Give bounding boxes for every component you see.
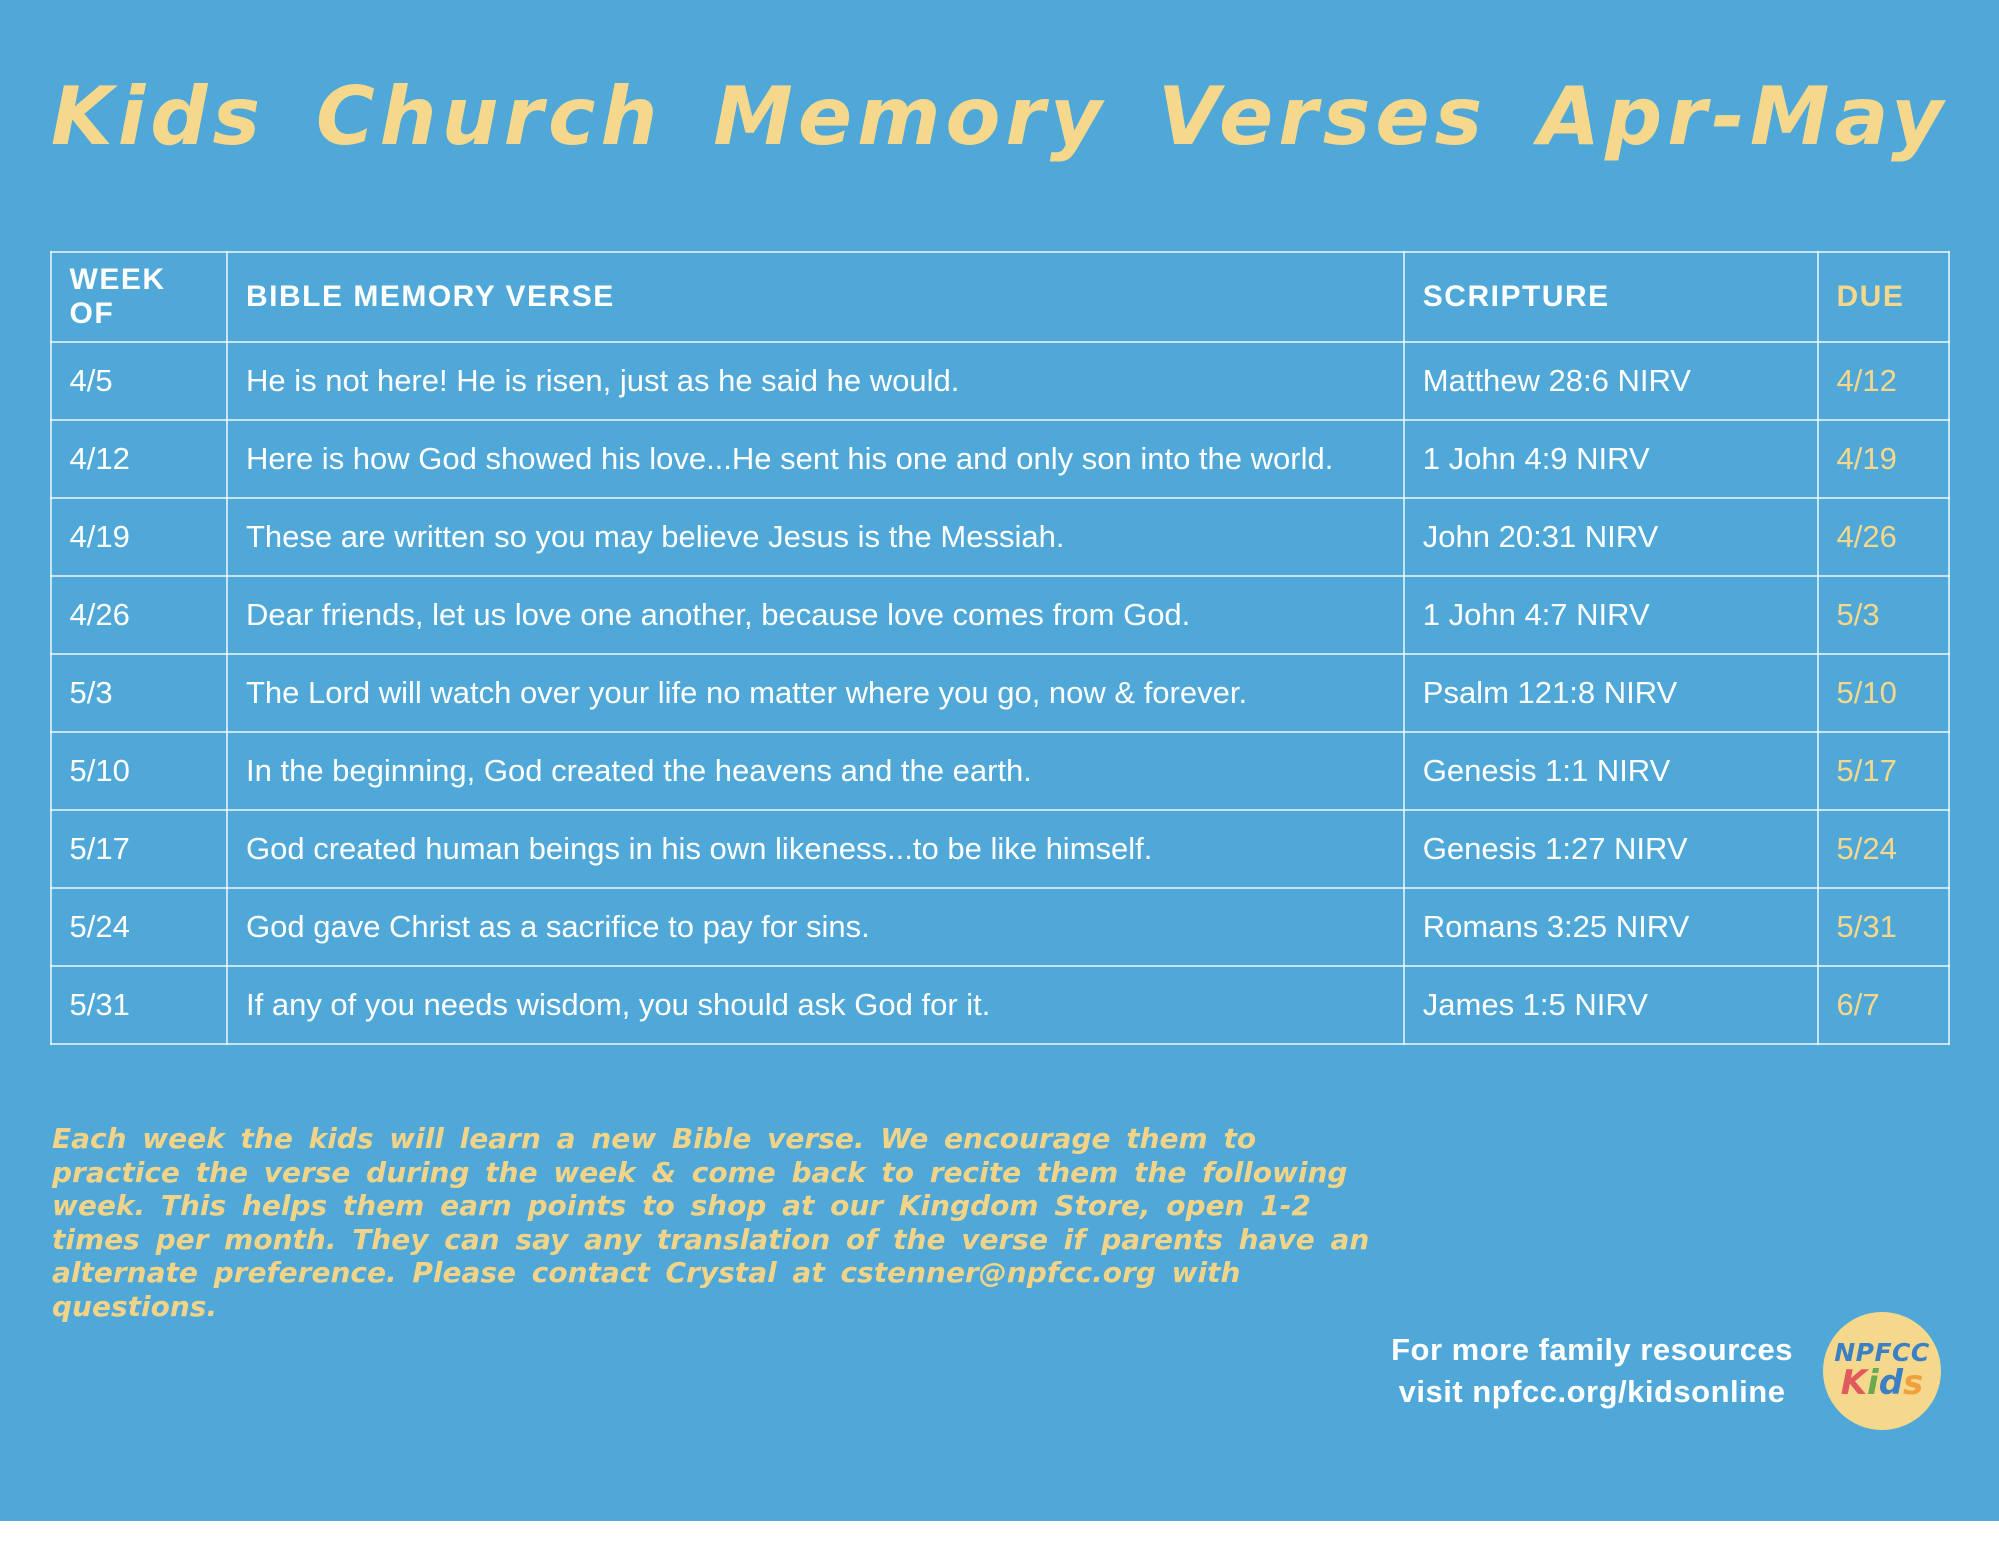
bottom-white-strip [0,1521,1999,1545]
week-of-cell: 4/5 [51,342,228,420]
logo-top-text: NPFCC [1834,1338,1930,1368]
table-row [51,420,1949,498]
week-of-cell: 5/31 [51,966,228,1044]
table-row [51,576,1949,654]
table-row [51,966,1949,1044]
logo-kids-letter: K [1840,1363,1868,1404]
column-header-week-of: WEEK OF [51,252,228,342]
verse-cell: God created human beings in his own likeness...to be like himself. [227,810,1404,888]
memory-verses-table [50,251,1950,1045]
due-cell: 6/7 [1818,966,1949,1044]
due-cell: 4/19 [1818,420,1949,498]
scripture-cell: Genesis 1:1 NIRV [1404,732,1818,810]
resources-line-2: visit npfcc.org/kidsonline [1398,1374,1786,1409]
table-row [51,654,1949,732]
scripture-cell: Matthew 28:6 NIRV [1404,342,1818,420]
scripture-cell: John 20:31 NIRV [1404,498,1818,576]
resources-text [1391,1329,1793,1413]
verse-cell: Dear friends, let us love one another, because love comes from God. [227,576,1404,654]
verse-cell: Here is how God showed his love...He sent his one and only son into the world. [227,420,1404,498]
scripture-cell: Romans 3:25 NIRV [1404,888,1818,966]
week-of-cell: 5/10 [51,732,228,810]
page-title: Kids Church Memory Verses Apr-May [50,70,1949,163]
week-of-cell: 4/26 [51,576,228,654]
due-cell: 5/17 [1818,732,1949,810]
due-cell: 5/10 [1818,654,1949,732]
table-row [51,732,1949,810]
week-of-cell: 5/3 [51,654,228,732]
due-cell: 5/24 [1818,810,1949,888]
scripture-cell: 1 John 4:7 NIRV [1404,576,1818,654]
verse-cell: In the beginning, God created the heavens and the earth. [227,732,1404,810]
logo-kids-text [1840,1363,1924,1404]
scripture-cell: James 1:5 NIRV [1404,966,1818,1044]
scripture-cell: Genesis 1:27 NIRV [1404,810,1818,888]
week-of-cell: 5/24 [51,888,228,966]
logo-kids-letter: i [1867,1363,1879,1404]
verse-cell: If any of you needs wisdom, you should ask God for it. [227,966,1404,1044]
due-cell: 5/31 [1818,888,1949,966]
scripture-cell: Psalm 121:8 NIRV [1404,654,1818,732]
table-row [51,498,1949,576]
resources-line-1: For more family resources [1391,1332,1793,1368]
verse-cell: The Lord will watch over your life no matter where you go, now & forever. [227,654,1404,732]
npfcc-kids-logo [1823,1312,1941,1430]
verse-cell: God gave Christ as a sacrifice to pay for sins. [227,888,1404,966]
table-header-row [51,252,1949,342]
week-of-cell: 5/17 [51,810,228,888]
verse-cell: These are written so you may believe Jesus is the Messiah. [227,498,1404,576]
info-note: Each week the kids will learn a new Bible verse. We encourage them to practice the verse during the week & come back to recite them the following week. This helps them earn points to shop at our Kingdom Store, open 1-2 times per month. They can say any translation of the verse if parents have an alternate preference. Please contact Crystal at cstenner@npfcc.org with questions. [52,1122,1370,1323]
column-header-scripture: SCRIPTURE [1404,252,1818,342]
week-of-cell: 4/12 [51,420,228,498]
due-cell: 4/26 [1818,498,1949,576]
due-cell: 4/12 [1818,342,1949,420]
table-row [51,342,1949,420]
column-header-verse: BIBLE MEMORY VERSE [227,252,1404,342]
verse-cell: He is not here! He is risen, just as he said he would. [227,342,1404,420]
column-header-due: DUE [1818,252,1949,342]
week-of-cell: 4/19 [51,498,228,576]
verses-table-body [51,342,1949,1044]
scripture-cell: 1 John 4:9 NIRV [1404,420,1818,498]
table-row [51,810,1949,888]
logo-kids-letter: d [1878,1363,1904,1404]
logo-kids-letter: s [1903,1363,1924,1404]
resources-block [1391,1312,1941,1430]
table-row [51,888,1949,966]
due-cell: 5/3 [1818,576,1949,654]
